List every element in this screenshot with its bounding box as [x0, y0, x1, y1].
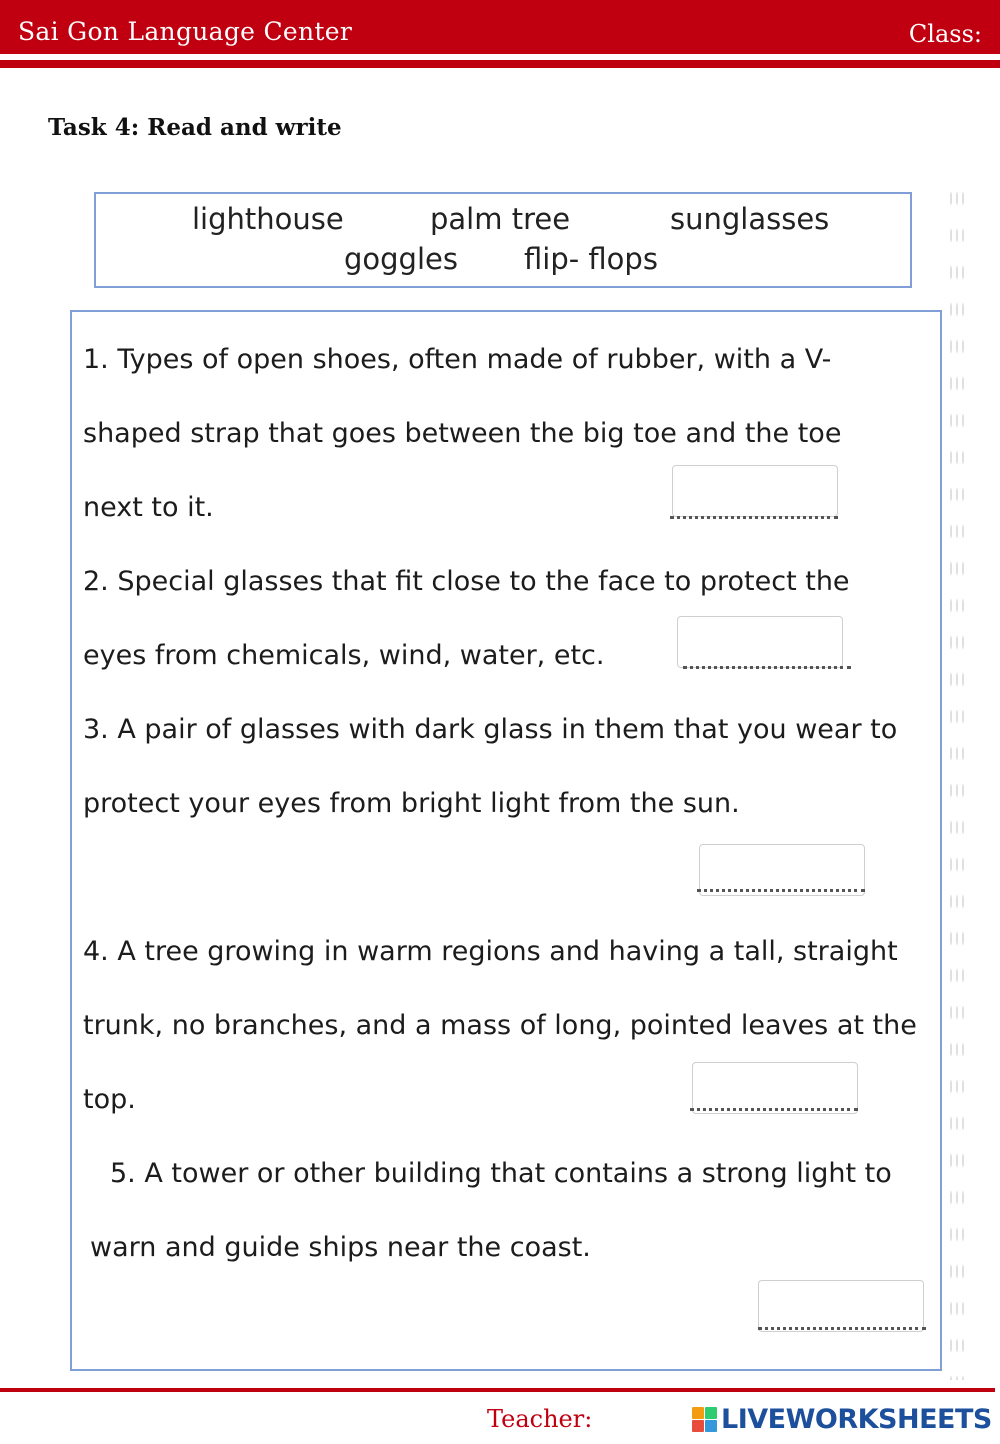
- word-bank-item: sunglasses: [670, 202, 830, 236]
- question-4-line-3: top.: [83, 1084, 136, 1115]
- word-bank-item: palm tree: [430, 202, 571, 236]
- answer-4-dotted-line: [690, 1108, 858, 1111]
- answer-3-dotted-line: [697, 889, 865, 892]
- logo-square: [705, 1420, 717, 1432]
- liveworksheets-logo-icon: [692, 1407, 717, 1432]
- answer-2-dotted-line: [683, 666, 851, 669]
- question-2-line-2: eyes from chemicals, wind, water, etc.: [83, 640, 605, 671]
- liveworksheets-brand: LIVEWORKSHEETS: [721, 1404, 992, 1435]
- question-5-line-1: 5. A tower or other building that contains a strong light to: [110, 1158, 892, 1189]
- question-1-line-2: shaped strap that goes between the big toe and the toe: [83, 418, 842, 449]
- class-label: Class:: [908, 20, 982, 48]
- task-title: Task 4: Read and write: [48, 114, 342, 141]
- answer-5-input[interactable]: [758, 1280, 924, 1332]
- word-bank-item: lighthouse: [192, 202, 344, 236]
- question-3-line-2: protect your eyes from bright light from the sun.: [83, 788, 740, 819]
- answer-4-input[interactable]: [692, 1062, 858, 1114]
- answer-1-dotted-line: [670, 516, 838, 519]
- word-bank: [94, 192, 912, 288]
- logo-square: [692, 1407, 704, 1419]
- question-3-line-1: 3. A pair of glasses with dark glass in them that you wear to: [83, 714, 898, 745]
- footer-divider: [0, 1388, 995, 1392]
- logo-square: [692, 1420, 704, 1432]
- liveworksheets-logo: [692, 1404, 992, 1435]
- question-5-line-2: warn and guide ships near the coast.: [90, 1232, 591, 1263]
- question-4-line-2: trunk, no branches, and a mass of long, pointed leaves at the: [83, 1010, 917, 1041]
- answer-5-dotted-line: [758, 1327, 926, 1330]
- answer-2-input[interactable]: [677, 616, 843, 668]
- center-name: Sai Gon Language Center: [18, 17, 353, 46]
- teacher-label: Teacher:: [487, 1405, 593, 1433]
- question-2-line-1: 2. Special glasses that fit close to the face to protect the: [83, 566, 850, 597]
- logo-square: [705, 1407, 717, 1419]
- question-4-line-1: 4. A tree growing in warm regions and having a tall, straight: [83, 936, 898, 967]
- word-bank-item: goggles: [344, 242, 458, 276]
- word-bank-item: flip- flops: [524, 242, 658, 276]
- question-1-line-1: 1. Types of open shoes, often made of rubber, with a V-: [83, 344, 832, 375]
- page-margin-dots: [948, 180, 968, 1380]
- header-divider: [0, 60, 1000, 68]
- answer-1-input[interactable]: [672, 465, 838, 517]
- question-1-line-3: next to it.: [83, 492, 214, 523]
